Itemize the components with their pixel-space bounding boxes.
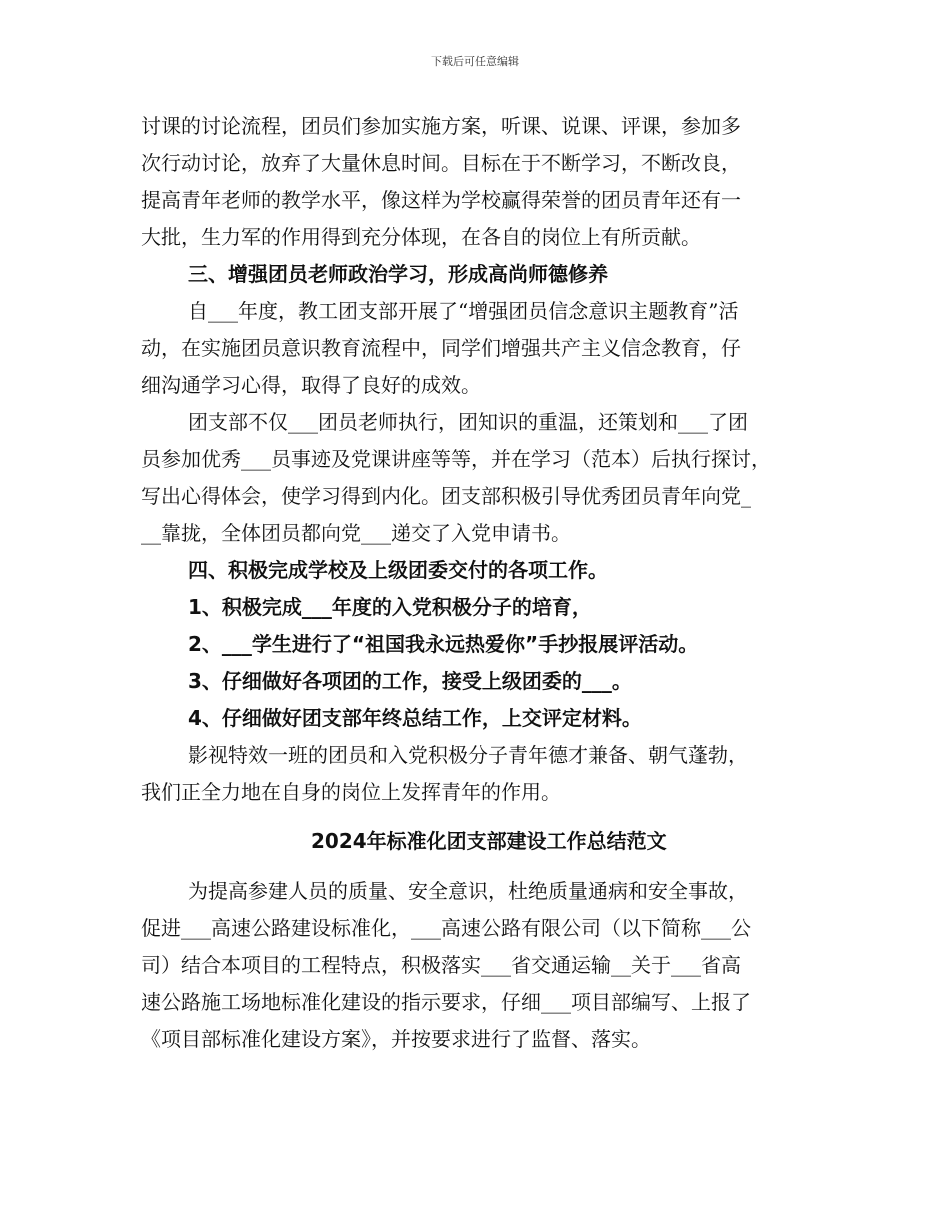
- paragraph-line: 《项目部标准化建设方案》，并按要求进行了监督、落实。: [141, 1027, 651, 1051]
- paragraph-line: 速公路施工场地标准化建设的指示要求，仔细___项目部编写、上报了: [141, 990, 751, 1014]
- paragraph-line: 讨课的讨论流程，团员们参加实施方案，听课、说课、评课，参加多: [141, 114, 741, 138]
- list-item: 1、积极完成___年度的入党积极分子的培育，: [188, 595, 592, 619]
- paragraph-line: 司）结合本项目的工程特点，积极落实___省交通运输__关于___省高: [141, 953, 741, 977]
- paragraph-line: 动，在实施团员意识教育流程中，同学们增强共产主义信念教育，仔: [141, 336, 741, 360]
- list-item: 2、___学生进行了“祖国我永远热爱你”手抄报展评活动。: [188, 632, 699, 656]
- paragraph-line: 员参加优秀___员事迹及党课讲座等等，并在学习（范本）后执行探讨，: [141, 447, 771, 471]
- paragraph-line: 大批，生力军的作用得到充分体现，在各自的岗位上有所贡献。: [141, 225, 701, 249]
- paragraph-line: 次行动讨论，放弃了大量休息时间。目标在于不断学习，不断改良，: [141, 151, 741, 175]
- list-item: 4、仔细做好团支部年终总结工作，上交评定材料。: [188, 706, 642, 730]
- paragraph-line: 提高青年老师的教学水平，像这样为学校赢得荣誉的团员青年还有一: [141, 188, 741, 212]
- paragraph-line: 细沟通学习心得，取得了良好的成效。: [141, 373, 481, 397]
- paragraph-line: 影视特效一班的团员和入党积极分子青年德才兼备、朝气蓬勃，: [188, 743, 748, 767]
- section-heading-3: 三、增强团员老师政治学习，形成高尚师德修养: [188, 262, 608, 286]
- section-heading-4: 四、积极完成学校及上级团委交付的各项工作。: [188, 558, 608, 582]
- list-item: 3、仔细做好各项团的工作，接受上级团委的___。: [188, 669, 632, 693]
- paragraph-line: 促进___高速公路建设标准化，___高速公路有限公司（以下简称___公: [141, 916, 751, 940]
- paragraph-line: 为提高参建人员的质量、安全意识，杜绝质量通病和安全事故，: [188, 879, 748, 903]
- document-title: 2024年标准化团支部建设工作总结范文: [311, 829, 667, 853]
- paragraph-line: 我们正全力地在自身的岗位上发挥青年的作用。: [141, 780, 561, 804]
- page-header: 下载后可任意编辑: [431, 55, 519, 68]
- paragraph-line: __靠拢，全体团员都向党___递交了入党申请书。: [141, 521, 571, 545]
- paragraph-line: 团支部不仅___团员老师执行，团知识的重温，还策划和___了团: [188, 410, 748, 434]
- paragraph-line: 写出心得体会，使学习得到内化。团支部积极引导优秀团员青年向党_: [141, 484, 751, 508]
- paragraph-line: 自___年度，教工团支部开展了“增强团员信念意识主题教育”活: [188, 299, 739, 323]
